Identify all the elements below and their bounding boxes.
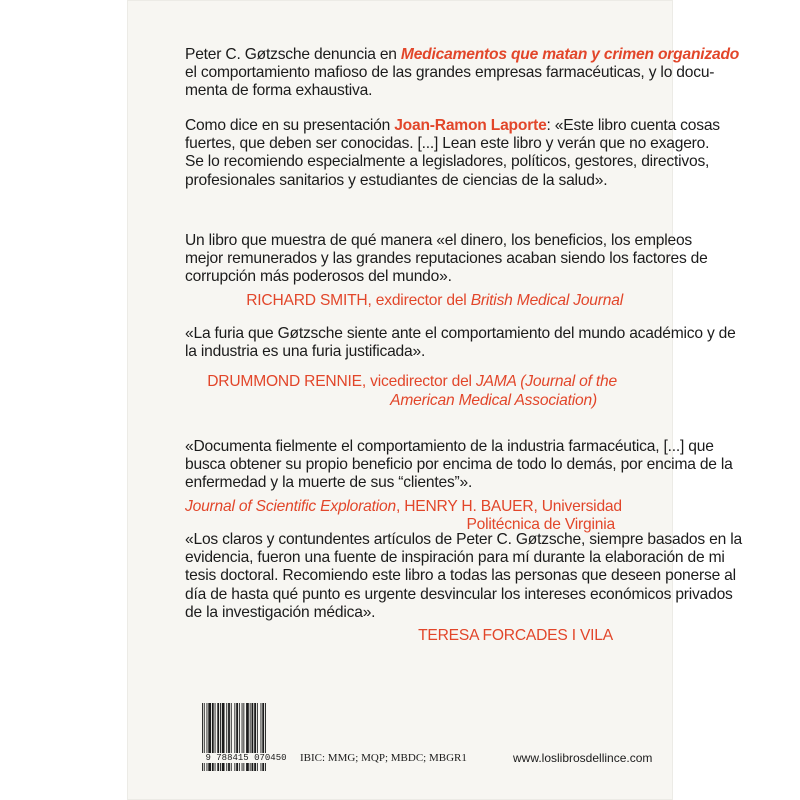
presentation-paragraph xyxy=(185,117,720,190)
presentation-line-1: Como dice en su presentación Joan-Ramon Laporte: «Este libro cuenta cosas xyxy=(185,117,720,134)
quote-line: busca obtener su propio beneficio por encima de todo lo demás, por encima de la xyxy=(185,456,733,474)
intro-line-2: el comportamiento mafioso de las grandes empresas farmacéuticas, y lo docu- xyxy=(185,64,715,82)
quote-author: DRUMMOND RENNIE xyxy=(207,373,362,391)
quote-attribution: DRUMMOND RENNIE, vicedirector del JAMA (Journal of the xyxy=(207,373,617,391)
quote-author: RICHARD SMITH xyxy=(246,291,368,309)
quote-publication: Journal of Scientific Exploration xyxy=(185,497,396,515)
quote-publication: JAMA (Journal of the xyxy=(475,373,617,391)
intro-line-3: menta de forma exhaustiva. xyxy=(185,82,373,100)
quote-publication: British Medical Journal xyxy=(470,291,623,309)
quote-line: mejor remunerados y las grandes reputaciones acaban siendo los factores de xyxy=(185,250,708,268)
quote-line: evidencia, fueron una fuente de inspiración para mí durante la elaboración de mi xyxy=(185,549,725,567)
presentation-line-3: Se lo recomiendo especialmente a legisladores, políticos, gestores, directivos, xyxy=(185,153,710,171)
quote-line: tesis doctoral. Recomiendo este libro a todas las personas que deseen ponerse al xyxy=(185,567,736,585)
quote-line: «Los claros y contundentes artículos de Peter C. Gøtzsche, siempre basados en la xyxy=(185,531,742,548)
quote-attribution: Journal of Scientific Exploration, HENRY H. BAUER, Universidad xyxy=(185,497,622,515)
presentation-line-4: profesionales sanitarios y estudiantes de ciencias de la salud». xyxy=(185,171,608,189)
quote-line: enfermedad y la muerte de sus “clientes”». xyxy=(185,474,473,492)
quote-author: TERESA FORCADES I VILA xyxy=(418,627,613,645)
quote-bauer xyxy=(185,438,733,534)
quote-line: de la investigación médica». xyxy=(185,603,376,621)
presentation-line-2: fuertes, que deben ser conocidas. [...] Lean este libro y verán que no exagero. xyxy=(185,135,710,153)
presenter-name: Joan-Ramon Laporte xyxy=(394,117,547,134)
quote-author: HENRY H. BAUER xyxy=(404,497,534,515)
quote-line: «Documenta fielmente el comportamiento de la industria farmacéutica, [...] que xyxy=(185,438,714,455)
intro-paragraph xyxy=(185,46,740,101)
publisher-website: www.loslibrosdellince.com xyxy=(513,751,653,765)
quote-smith xyxy=(185,232,708,310)
quote-attribution: RICHARD SMITH, exdirector del British Medical Journal xyxy=(246,291,623,309)
quote-forcades xyxy=(185,531,742,645)
intro-line-1: Peter C. Gøtzsche denuncia en Medicamentos que matan y crimen organizado xyxy=(185,46,740,63)
quote-line: la industria es una furia justificada». xyxy=(185,343,426,361)
barcode-digits: 9 788415 070450 xyxy=(199,753,293,763)
quote-line: corrupción más poderosos del mundo». xyxy=(185,268,452,286)
quote-affiliation-cont: Politécnica de Virginia xyxy=(466,515,615,533)
book-title: Medicamentos que matan y crimen organizado xyxy=(400,46,740,63)
quote-line: «La furia que Gøtzsche siente ante el comportamiento del mundo académico y de xyxy=(185,325,736,342)
quote-rennie xyxy=(185,325,736,410)
quote-publication-cont: American Medical Association) xyxy=(390,391,597,409)
quote-line: Un libro que muestra de qué manera «el dinero, los beneficios, los empleos xyxy=(185,232,693,249)
bic-codes: IBIC: MMG; MQP; MBDC; MBGR1 xyxy=(300,752,467,764)
quote-line: día de hasta qué punto es urgente desvincular los intereses económicos privados xyxy=(185,585,733,603)
